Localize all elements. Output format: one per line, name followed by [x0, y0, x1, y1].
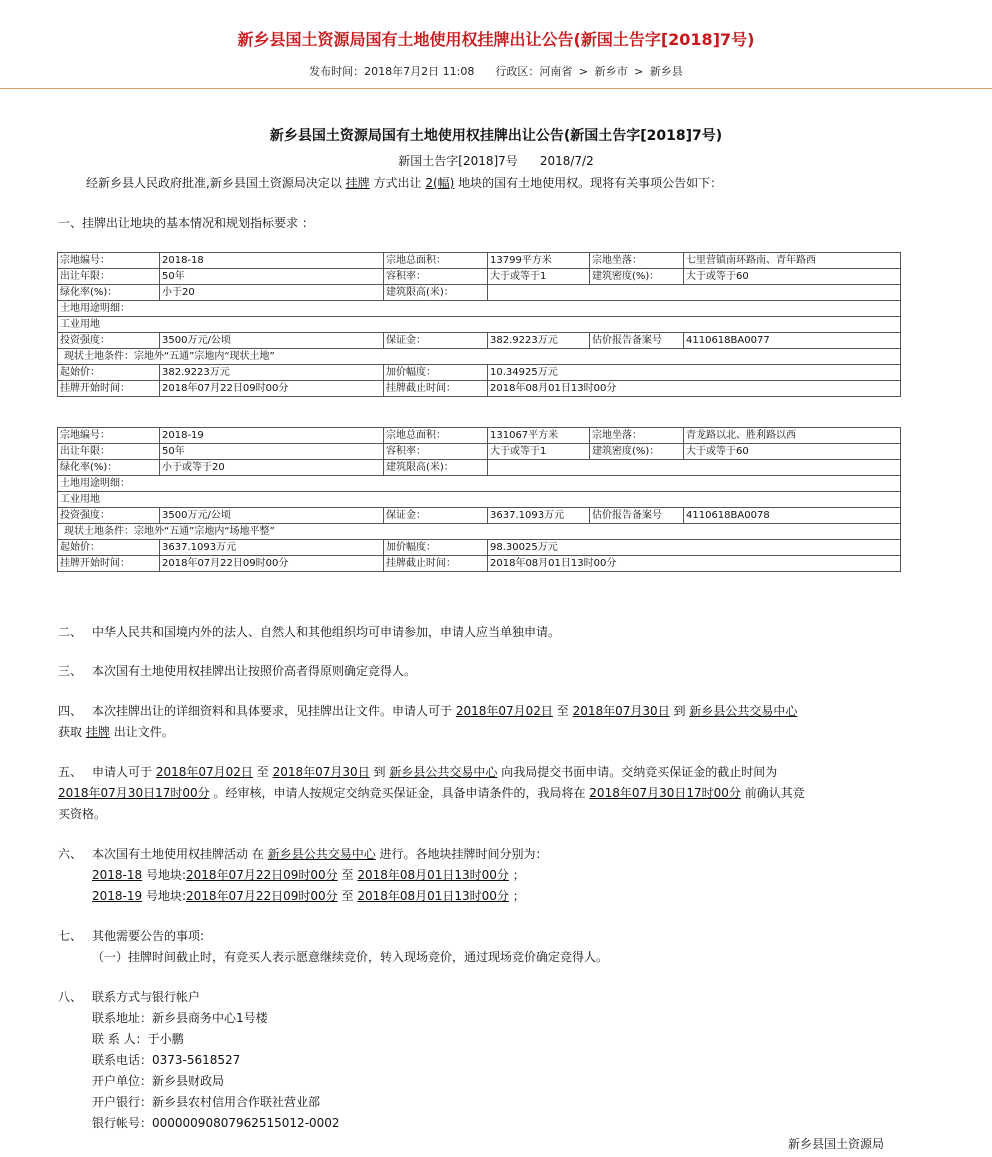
deposit-label: 保证金：: [384, 508, 488, 524]
parcel-end-time: 2018年08月01日13时00分: [488, 556, 901, 572]
breadcrumb-county[interactable]: 新乡县: [649, 65, 683, 78]
contact-phone: 联系电话：0373-5618527: [92, 1053, 241, 1067]
parcel-code: 2018-18: [160, 253, 384, 269]
method-value: 挂牌: [85, 725, 110, 739]
height-label: 建筑限高(米)：: [384, 460, 488, 476]
parcel-start-price: 382.9223万元: [160, 365, 384, 381]
start-price-label: 起始价：: [58, 365, 160, 381]
parcel-height: [488, 285, 901, 301]
height-label: 建筑限高(米)：: [384, 285, 488, 301]
page-title: 新乡县国土资源局国有土地使用权挂牌出让公告(新国土告字[2018]7号): [237, 30, 755, 49]
section-5: 五、 申请人可于 2018年07月02日 至 2018年07月30日 到 新乡县公共交易中心 向我局提交书面申请。交纳竞买保证金的截止时间为 2018年07月30日17时00分 。经审核，申请人按规定交纳竞买保证金，具备申请条件的，我局将在 2018年07月30日17时00分 前确认其竞 买资格。: [58, 765, 805, 821]
start-time-label: 挂牌开始时间：: [58, 381, 160, 397]
use-detail-label: 土地用途明细：: [58, 301, 901, 317]
document-title: 新乡县国土资源局国有土地使用权挂牌出让公告(新国土告字[2018]7号): [269, 128, 723, 144]
far-label: 容积率：: [384, 444, 488, 460]
location-label: 宗地坐落：: [590, 428, 684, 444]
increment-label: 加价幅度：: [384, 365, 488, 381]
date-value: 2018年07月30日: [272, 765, 370, 779]
parcel-location: 青龙路以北、胜利路以西: [684, 428, 901, 444]
intro-paragraph: 经新乡县人民政府批准,新乡县国土资源局决定以 挂牌 方式出让 2(幅) 地块的国有土地使用权。现将有关事项公告如下：: [86, 176, 723, 190]
section-6: 六、 本次国有土地使用权挂牌活动 在 新乡县公共交易中心 进行。各地块挂牌时间分别为： 2018-18 号地块:2018年07月22日09时00分 至 2018年08月01日13时00分 ； 2018-19 号地块:2018年07月22日09时00分 至 2018年08月01日13时00分 ；: [58, 844, 918, 907]
parcel-area: 13799平方米: [488, 253, 590, 269]
parcel-count: 2(幅): [425, 176, 455, 190]
parcel-intensity: 3500万元/公顷: [160, 508, 384, 524]
parcel-start-time: 2018年07月22日09时00分: [160, 556, 384, 572]
date-value: 2018年07月02日: [155, 765, 253, 779]
location-label: 宗地坐落：: [590, 253, 684, 269]
parcel-end-time: 2018年08月01日13时00分: [488, 381, 901, 397]
document-number: 新国土告字[2018]7号: [398, 154, 518, 168]
parcel-table: [57, 427, 901, 572]
parcel-report: 4110618BA0077: [684, 333, 901, 349]
breadcrumb-province[interactable]: 河南省: [539, 65, 573, 78]
breadcrumb-separator: >: [634, 65, 644, 78]
increment-label: 加价幅度：: [384, 540, 488, 556]
parcel-term: 50年: [160, 269, 384, 285]
breadcrumb-separator: >: [578, 65, 589, 78]
parcel-increment: 10.34925万元: [488, 365, 901, 381]
parcel-use: 工业用地: [58, 317, 901, 333]
account-number: 银行帐号：00000090807962515012-0002: [92, 1116, 340, 1130]
end-time-label: 挂牌截止时间：: [384, 556, 488, 572]
parcel-density: 大于或等于60: [684, 444, 901, 460]
parcel-intensity: 3500万元/公顷: [160, 333, 384, 349]
end-time-label: 挂牌截止时间：: [384, 381, 488, 397]
code-label: 宗地编号：: [58, 428, 160, 444]
start-time-label: 挂牌开始时间：: [58, 556, 160, 572]
parcel-deposit: 382.9223万元: [488, 333, 590, 349]
parcel-condition: 现状土地条件：宗地外“五通”宗地内“场地平整”: [58, 524, 901, 540]
deposit-label: 保证金：: [384, 333, 488, 349]
parcel-use: 工业用地: [58, 492, 901, 508]
method-value: 挂牌: [345, 176, 370, 190]
place-value: 新乡县公共交易中心: [689, 704, 798, 718]
parcel-location: 七里营镇南环路南、青年路西: [684, 253, 901, 269]
document-number-line: [0, 153, 992, 169]
contact-address: 联系地址：新乡县商务中心1号楼: [92, 1011, 268, 1025]
publish-label: 发布时间：: [309, 65, 365, 78]
parcel-deposit: 3637.1093万元: [488, 508, 590, 524]
parcel-start-price: 3637.1093万元: [160, 540, 384, 556]
intensity-label: 投资强度：: [58, 333, 160, 349]
region-label: 行政区：: [495, 65, 540, 78]
deadline-value: 2018年07月30日17时00分: [58, 786, 210, 800]
code-label: 宗地编号：: [58, 253, 160, 269]
section-7: 七、 其他需要公告的事项: （一）挂牌时间截止时，有竞买人表示愿意继续竞价，转入现场竞价，通过现场竞价确定竞得人。: [58, 929, 609, 964]
far-label: 容积率：: [384, 269, 488, 285]
parcel-term: 50年: [160, 444, 384, 460]
parcel-condition: 现状土地条件：宗地外“五通”宗地内“现状土地”: [58, 349, 901, 365]
term-label: 出让年限：: [58, 269, 160, 285]
section-3: 三、 本次国有土地使用权挂牌出让按照价高者得原则确定竞得人。: [58, 664, 417, 678]
issuer-signature: 新乡县国土资源局: [788, 1137, 885, 1151]
parcel-height: [488, 460, 901, 476]
breadcrumb-city[interactable]: 新乡市: [594, 65, 628, 78]
parcel-table: [57, 252, 901, 397]
parcel-report: 4110618BA0078: [684, 508, 901, 524]
report-label: 估价报告备案号: [590, 333, 684, 349]
report-label: 估价报告备案号: [590, 508, 684, 524]
schedule-row: 2018-19 号地块:2018年07月22日09时00分 至 2018年08月01日13时00分 ；: [92, 889, 525, 903]
area-label: 宗地总面积：: [384, 253, 488, 269]
section-4: 四、 本次挂牌出让的详细资料和具体要求，见挂牌出让文件。申请人可于 2018年07月02日 至 2018年07月30日 到 新乡县公共交易中心 获取 挂牌 出让文件。: [58, 704, 798, 739]
document-date: 2018/7/2: [539, 154, 594, 168]
section-1-heading: 一、挂牌出让地块的基本情况和规划指标要求 ：: [58, 216, 314, 230]
date-value: 2018年07月02日: [455, 704, 553, 718]
date-value: 2018年07月30日: [572, 704, 670, 718]
area-label: 宗地总面积：: [384, 428, 488, 444]
parcel-density: 大于或等于60: [684, 269, 901, 285]
green-label: 绿化率(%)：: [58, 285, 160, 301]
parcel-code: 2018-19: [160, 428, 384, 444]
parcel-far: 大于或等于1: [488, 269, 590, 285]
publish-meta: [0, 64, 992, 80]
bank-name: 开户银行：新乡县农村信用合作联社营业部: [92, 1095, 321, 1109]
place-value: 新乡县公共交易中心: [389, 765, 498, 779]
contact-person: 联 系 人：于小鹏: [92, 1032, 184, 1046]
section-8: 八、 联系方式与银行帐户 联系地址：新乡县商务中心1号楼 联 系 人：于小鹏 联系电话：0373-5618527 开户单位：新乡县财政局 开户银行：新乡县农村信用合作联社营业部 银行帐号：00000090807962515012-0002: [58, 987, 918, 1134]
section-2: 二、 中华人民共和国境内外的法人、自然人和其他组织均可申请参加，申请人应当单独申请。: [58, 625, 561, 639]
parcel-green: 小于20: [160, 285, 384, 301]
publish-time: 2018年7月2日 11:08: [364, 65, 475, 78]
density-label: 建筑密度(%)：: [590, 269, 684, 285]
parcel-far: 大于或等于1: [488, 444, 590, 460]
parcel-area: 131067平方米: [488, 428, 590, 444]
schedule-row: 2018-18 号地块:2018年07月22日09时00分 至 2018年08月01日13时00分 ；: [92, 868, 525, 882]
account-unit: 开户单位：新乡县财政局: [92, 1074, 225, 1088]
term-label: 出让年限：: [58, 444, 160, 460]
intensity-label: 投资强度：: [58, 508, 160, 524]
use-detail-label: 土地用途明细：: [58, 476, 901, 492]
parcel-green: 小于或等于20: [160, 460, 384, 476]
page-header: [0, 0, 992, 89]
parcel-increment: 98.30025万元: [488, 540, 901, 556]
deadline-value: 2018年07月30日17时00分: [589, 786, 741, 800]
parcel-start-time: 2018年07月22日09时00分: [160, 381, 384, 397]
green-label: 绿化率(%)：: [58, 460, 160, 476]
density-label: 建筑密度(%)：: [590, 444, 684, 460]
place-value: 新乡县公共交易中心: [267, 847, 376, 861]
start-price-label: 起始价：: [58, 540, 160, 556]
